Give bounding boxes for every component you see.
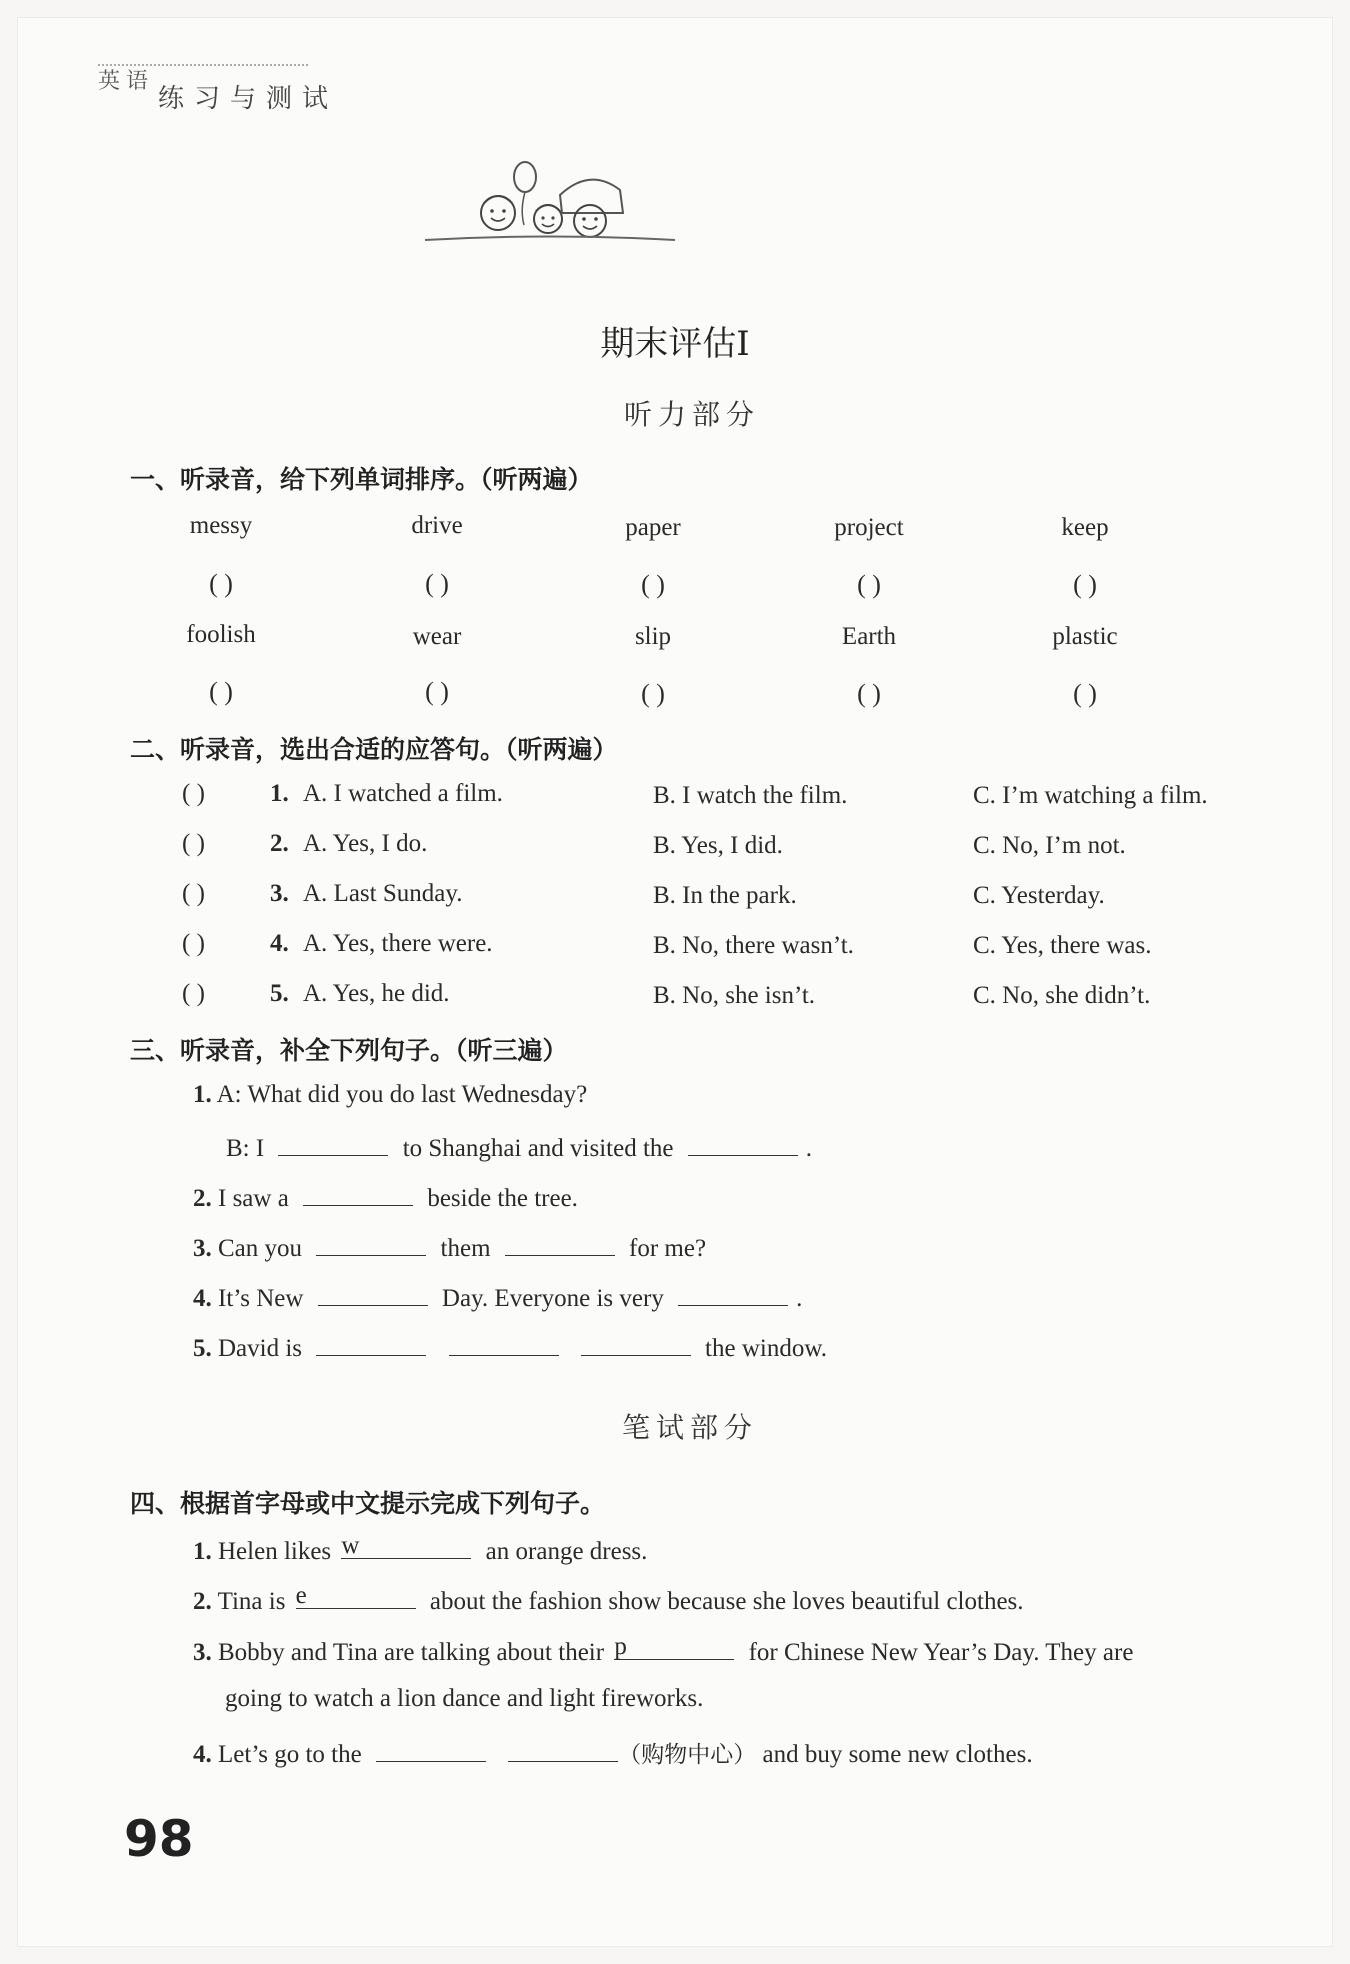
- q1-word: messy: [189, 512, 253, 539]
- header-rule: [98, 64, 308, 66]
- answer-blank[interactable]: [581, 1331, 691, 1356]
- answer-paren[interactable]: ( ): [641, 679, 665, 708]
- sentence-text: Helen likes: [218, 1538, 332, 1565]
- children-illustration: [420, 155, 680, 250]
- listening-section-title: 听力部分: [623, 398, 760, 431]
- answer-blank[interactable]: [505, 1231, 615, 1256]
- hint-letter: p: [614, 1633, 627, 1660]
- option-a: A. Yes, he did.: [303, 980, 450, 1007]
- option-c: C. Yes, there was.: [973, 932, 1152, 959]
- question-number: 1.: [193, 1538, 212, 1565]
- q4-sentence-1: [193, 1534, 647, 1566]
- sentence-text: for me?: [629, 1235, 707, 1262]
- q1-word: keep: [1061, 514, 1109, 541]
- option-a: A. Last Sunday.: [303, 880, 463, 907]
- sentence-text: Tina is: [217, 1588, 286, 1615]
- sentence-text: beside the tree.: [427, 1185, 578, 1212]
- sentence-text: Let’s go to the: [218, 1741, 362, 1768]
- sentence-text: David is: [218, 1335, 303, 1362]
- question-number: 4.: [270, 930, 289, 957]
- header-book: 练习与测试: [158, 84, 339, 114]
- option-b: B. No, there wasn’t.: [653, 932, 854, 959]
- answer-blank[interactable]: [688, 1131, 798, 1156]
- answer-paren[interactable]: ( ): [857, 570, 881, 599]
- question-number: 1.: [270, 780, 289, 807]
- answer-paren[interactable]: ( ): [857, 679, 881, 708]
- sentence-text: and buy some new clothes.: [762, 1741, 1033, 1768]
- sentence-text: for Chinese New Year’s Day. They are: [748, 1639, 1134, 1666]
- question-number: 2.: [193, 1588, 212, 1615]
- q1-word: Earth: [841, 623, 897, 650]
- q3-heading: 三、听录音，补全下列句子。（听三遍）: [130, 1036, 568, 1065]
- sentence-text: Bobby and Tina are talking about their: [218, 1639, 605, 1666]
- question-number: 3.: [270, 880, 289, 907]
- option-a: A. Yes, there were.: [303, 930, 493, 957]
- answer-paren[interactable]: ( ): [182, 930, 205, 957]
- sentence-text: them: [440, 1235, 491, 1262]
- answer-paren[interactable]: ( ): [182, 780, 205, 807]
- option-c: C. Yesterday.: [973, 882, 1105, 909]
- q3-sentence-1a: [193, 1081, 587, 1109]
- header-subject: 英语: [98, 69, 155, 94]
- answer-blank[interactable]: [318, 1281, 428, 1306]
- q1-word: project: [834, 514, 904, 541]
- q3-sentence-4: [193, 1281, 802, 1313]
- hint-letter: e: [295, 1582, 307, 1609]
- q3-sentence-1b: [226, 1131, 812, 1163]
- answer-blank[interactable]: [278, 1131, 388, 1156]
- option-a: A. I watched a film.: [303, 780, 503, 807]
- sentence-text: about the fashion show because she loves beautiful clothes.: [429, 1588, 1024, 1615]
- answer-paren[interactable]: ( ): [1073, 570, 1097, 599]
- answer-paren[interactable]: ( ): [425, 677, 449, 706]
- q4-heading: 四、根据首字母或中文提示完成下列句子。: [130, 1489, 606, 1518]
- sentence-text: .: [805, 1135, 812, 1162]
- sentence-text: A: What did you do last Wednesday?: [216, 1081, 588, 1108]
- option-b: B. In the park.: [653, 882, 797, 909]
- q1-word: foolish: [186, 621, 256, 648]
- answer-paren[interactable]: ( ): [425, 569, 449, 598]
- q2-heading: 二、听录音，选出合适的应答句。（听两遍）: [130, 735, 618, 764]
- question-number: 2.: [270, 830, 289, 857]
- answer-blank[interactable]: [678, 1281, 788, 1306]
- option-c: C. No, she didn’t.: [973, 982, 1151, 1009]
- question-number: 3.: [193, 1235, 212, 1262]
- q1-heading: 一、听录音，给下列单词排序。（听两遍）: [130, 465, 593, 494]
- sentence-text: B: I: [226, 1135, 265, 1162]
- q4-sentence-3: [193, 1635, 1133, 1667]
- sentence-text: to Shanghai and visited the: [402, 1135, 674, 1162]
- option-c: C. No, I’m not.: [973, 832, 1126, 859]
- option-b: B. Yes, I did.: [653, 832, 783, 859]
- answer-paren[interactable]: ( ): [209, 569, 233, 598]
- question-number: 4.: [193, 1285, 212, 1312]
- writing-section-title: 笔试部分: [621, 1411, 758, 1444]
- page-number: 98: [124, 1810, 194, 1868]
- answer-paren[interactable]: ( ): [182, 830, 205, 857]
- question-number: 1.: [193, 1081, 212, 1108]
- answer-blank[interactable]: [316, 1331, 426, 1356]
- q1-word: paper: [625, 514, 681, 541]
- answer-paren[interactable]: ( ): [182, 880, 205, 907]
- answer-paren[interactable]: ( ): [641, 570, 665, 599]
- answer-paren[interactable]: ( ): [1073, 679, 1097, 708]
- answer-blank[interactable]: [449, 1331, 559, 1356]
- q1-word: drive: [411, 512, 463, 539]
- option-c: C. I’m watching a film.: [973, 782, 1208, 809]
- sentence-text: I saw a: [218, 1185, 289, 1212]
- answer-blank[interactable]: [614, 1635, 734, 1660]
- sentence-text: It’s New: [218, 1285, 304, 1312]
- sentence-text: .: [796, 1285, 803, 1312]
- q1-word: slip: [634, 623, 672, 650]
- answer-blank[interactable]: [341, 1534, 471, 1559]
- option-b: B. No, she isn’t.: [653, 982, 816, 1009]
- chinese-hint: （购物中心）: [618, 1742, 757, 1768]
- question-number: 3.: [193, 1639, 212, 1666]
- answer-blank[interactable]: [376, 1737, 486, 1762]
- answer-paren[interactable]: ( ): [209, 677, 233, 706]
- page-title: 期末评估Ⅰ: [600, 324, 750, 364]
- q3-sentence-2: [193, 1181, 578, 1213]
- answer-blank[interactable]: [303, 1181, 413, 1206]
- option-a: A. Yes, I do.: [303, 830, 428, 857]
- answer-blank[interactable]: [316, 1231, 426, 1256]
- answer-blank[interactable]: [508, 1737, 618, 1762]
- q3-sentence-3: [193, 1231, 706, 1263]
- question-number: 2.: [193, 1185, 212, 1212]
- answer-blank[interactable]: [296, 1584, 416, 1609]
- answer-paren[interactable]: ( ): [182, 980, 205, 1007]
- q1-word: wear: [412, 623, 462, 650]
- question-number: 5.: [270, 980, 289, 1007]
- sentence-text: an orange dress.: [485, 1538, 648, 1565]
- hint-letter: w: [341, 1532, 360, 1559]
- q3-sentence-5: [193, 1331, 827, 1363]
- q1-word: plastic: [1052, 623, 1118, 650]
- sentence-text: the window.: [705, 1335, 828, 1362]
- sentence-text: Can you: [218, 1235, 303, 1262]
- q4-sentence-4: [193, 1736, 1033, 1769]
- option-b: B. I watch the film.: [653, 782, 848, 809]
- q4-sentence-3-continued: going to watch a lion dance and light fireworks.: [225, 1685, 704, 1712]
- sentence-text: Day. Everyone is very: [441, 1285, 664, 1312]
- question-number: 4.: [193, 1741, 212, 1768]
- q4-sentence-2: [193, 1584, 1024, 1616]
- question-number: 5.: [193, 1335, 212, 1362]
